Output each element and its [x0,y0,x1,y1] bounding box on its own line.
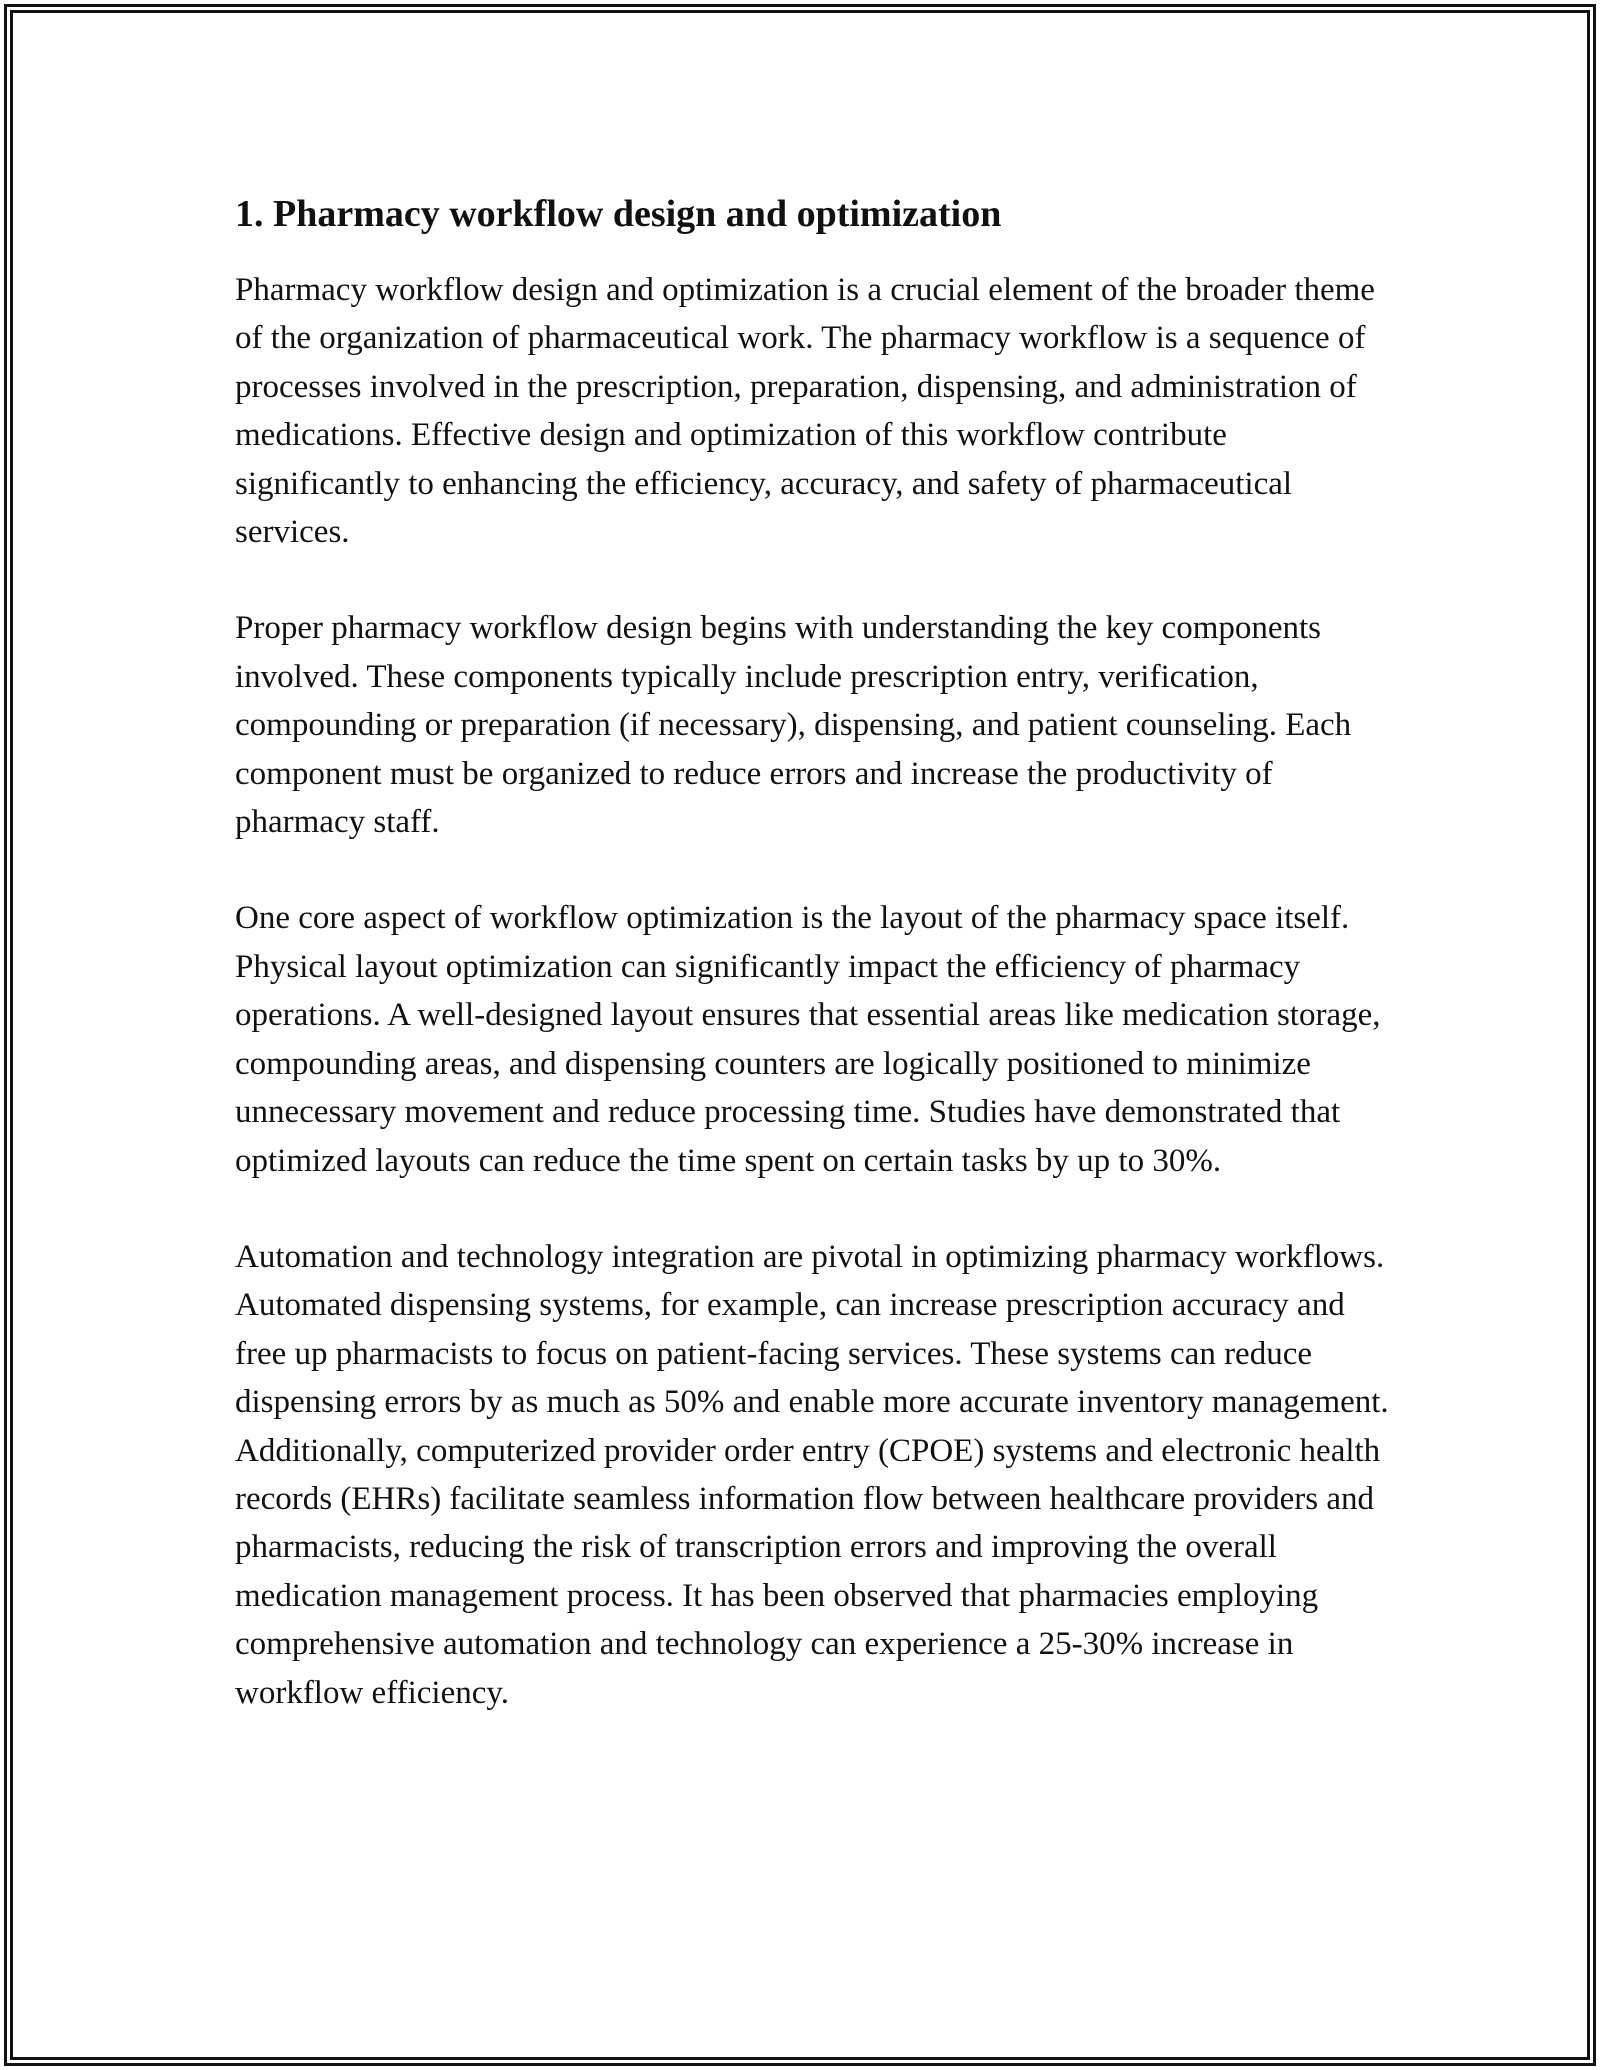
paragraph-4: Automation and technology integration are pivotal in optimizing pharmacy workflows. Automated dispensing systems, for example, can increase prescription accuracy and free up pharmacists to focus on patient-facing services. These systems can reduce dispensing errors by as much as 50% and enable more accurate inventory management. Additionally, computerized provider order entry (CPOE) systems and electronic health records (EHRs) facilitate seamless information flow between healthcare providers and pharmacists, reducing the risk of transcription errors and improving the overall medication management process. It has been observed that pharmacies employing comprehensive automation and technology can experience a 25-30% increase in workflow efficiency. [235,1238,1389,1711]
paragraph-1: Pharmacy workflow design and optimization is a crucial element of the broader theme of the organization of pharmaceutical work. The pharmacy workflow is a sequence of processes involved in the prescription, preparation, dispensing, and administration of medications. Effective design and optimization of this workflow contribute significantly to enhancing the efficiency, accuracy, and safety of pharmaceutical services. [235,272,1375,551]
section-heading: 1. Pharmacy workflow design and optimization [235,193,1002,235]
document-body [235,186,1395,1765]
paragraph-2: Proper pharmacy workflow design begins with understanding the key components involved. These components typically include prescription entry, verification, compounding or preparation (if necessary), dispensing, and patient counseling. Each component must be organized to reduce errors and increase the productivity of pharmacy staff. [235,610,1352,841]
paragraph-3: One core aspect of workflow optimization is the layout of the pharmacy space itself. Physical layout optimization can significantly impact the efficiency of pharmacy operations. A well-designed layout ensures that essential areas like medication storage, compounding areas, and dispensing counters are logically positioned to minimize unnecessary movement and reduce processing time. Studies have demonstrated that optimized layouts can reduce the time spent on certain tasks by up to 30%. [235,900,1381,1179]
